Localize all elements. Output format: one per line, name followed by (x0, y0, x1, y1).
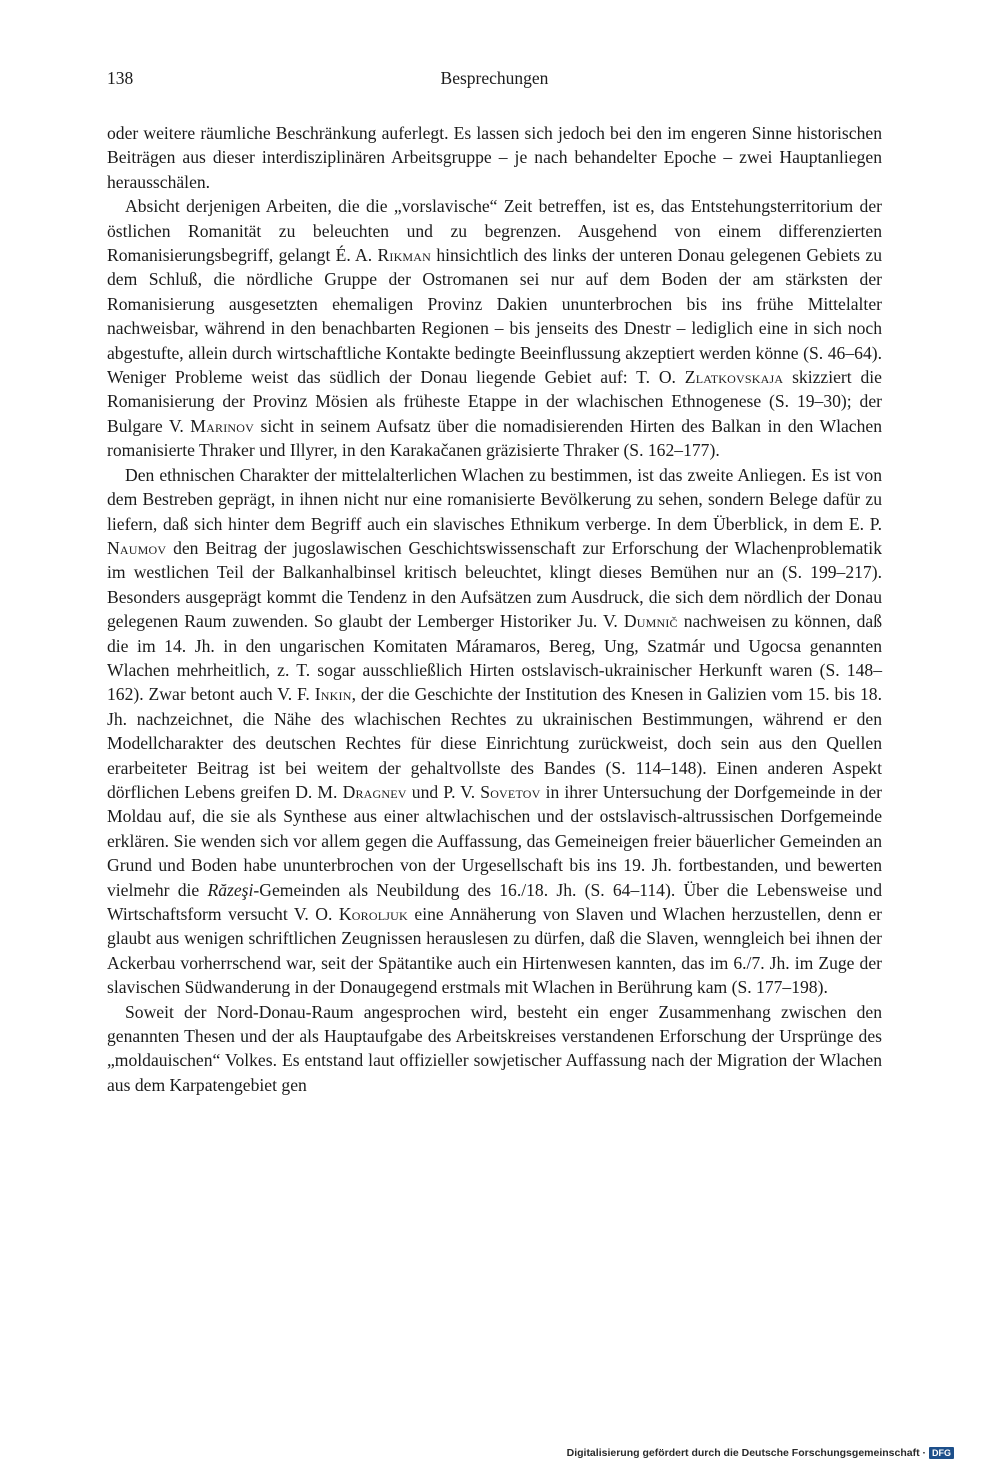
paragraph (107, 194, 882, 462)
running-head: Besprechungen (440, 68, 549, 88)
author-name: Marinov (190, 415, 255, 436)
text-run: , der die Geschichte der Institution des Knesen in Galizien vom 15. bis 18. Jh. nachzeichnet, die Nähe des wlachischen Rechtes zu ukrainischen Bestimmungen, während er den Modellcharakter des deutschen Rechtes für diese Einrichtung zurückweist, doch sein aus den Quellen erarbeiteter Beitrag ist bei weitem der gehaltvollste des Bandes (S. 114–148). Einen anderen Aspekt dörflichen Lebens greifen D. M. (107, 684, 882, 802)
dfg-logo: DFG (929, 1447, 954, 1459)
emphasized-term: Răzeşi (207, 879, 254, 900)
text-run: sicht in seinem Aufsatz über die nomadisierenden Hirten des Balkan in den Wlachen romanisierte Thraker und Illyrer, in den Karakačanen gräzisierte Thraker (S. 162–177). (107, 415, 882, 461)
text-run: in ihrer Untersuchung der Dorfgemeinde in der Moldau auf, die sie als Synthese aus einer altwlachischen und der ostslavisch-altrussischen Dorfgemeinde erklären. Sie wenden sich vor allem gegen die Auffassung, das Gemeineigen freier bäuerlicher Gemeinden an Grund und Boden habe ununterbrochen von der Urgesellschaft bis ins 19. Jh. fortbestanden, und bewerten vielmehr die (107, 781, 883, 900)
text-run: Absicht derjenigen Arbeiten, die die „vorslavische“ Zeit betreffen, ist es, das Entstehungsterritorium der östlichen Romanität zu beleuchten und zu begrenzen. Ausgehend von einem differenzierten Romanisierungsbegriff, gelangt É. A. (107, 196, 882, 266)
author-name: Rikman (377, 245, 432, 266)
text-run: und P. V. (406, 781, 481, 802)
document-page (107, 68, 882, 1097)
text-run: -Gemeinden als Neubildung des 16./18. Jh. (S. 64–114). Über die Lebensweise und Wirtschaftsform versucht V. O. (107, 879, 882, 924)
footer-text: Digitalisierung gefördert durch die Deutsche Forschungsgemeinschaft · (566, 1447, 926, 1459)
text-run: nachweisen zu können, daß die im 14. Jh. in den ungarischen Komitaten Máramaros, Bereg, Ung, Szatmár und Ugocsa genannten Wlachen mehrheitlich, z. T. sogar ausschließlich Hirten ostslavisch-ukrainischer Herkunft waren (S. 148–162). Zwar betont auch V. F. (107, 611, 882, 705)
text-run: skizziert die Romanisierung der Provinz Mösien als früheste Etappe in der wlachischen Ethnogenese (S. 19–30); der Bulgare V. (107, 367, 882, 436)
author-name: Zlatkovskaja (684, 367, 784, 388)
author-name: Sovetov (480, 781, 541, 802)
author-name: Naumov (107, 537, 167, 558)
text-run: Den ethnischen Charakter der mittelalterlichen Wlachen zu bestimmen, ist das zweite Anliegen. Es ist von dem Bestreben geprägt, in ihnen nicht nur eine romanisierte Bevölkerung zu sehen, sondern Belege dafür zu liefern, daß sich hinter dem Begriff auch ein slavisches Ethnikum verberge. In dem Überblick, in dem E. P. (107, 464, 882, 534)
page-number: 138 (107, 68, 134, 88)
paragraph (107, 121, 882, 194)
author-name: Dumnič (623, 611, 678, 632)
author-name: Inkin (314, 684, 352, 705)
text-run: Soweit der Nord-Donau-Raum angesprochen wird, besteht ein enger Zusammenhang zwischen den genannten Thesen und der als Hauptaufgabe des Arbeitskreises verstandenen Erforschung der Ursprünge des „moldauischen“ Volkes. Es entstand laut offizieller sowjetischer Auffassung nach der Migration der Wlachen aus dem Karpatengebiet gen (107, 1001, 882, 1095)
digitization-footer (567, 1447, 954, 1459)
author-name: Dragnev (342, 781, 407, 802)
text-run: eine Annäherung von Slaven und Wlachen herzustellen, denn er glaubt aus wenigen schriftlichen Zeugnissen herauslesen zu dürfen, daß die Slaven, wenngleich bei ihnen der Ackerbau vorherrschend war, seit der Spätantike auch ein Hirtenwesen kannten, das im 6./7. Jh. im Zuge der slavischen Südwanderung in der Donaugegend erstmals mit Wlachen in Berührung kam (S. 177–198). (107, 904, 882, 998)
paragraph (107, 463, 882, 1000)
text-run: oder weitere räumliche Beschränkung auferlegt. Es lassen sich jedoch bei den im engeren Sinne historischen Beiträgen aus dieser interdisziplinären Arbeitsgruppe – je nach behandelter Epoche – zwei Hauptanliegen herausschälen. (107, 123, 882, 192)
body-text (107, 121, 882, 1097)
text-run: den Beitrag der jugoslawischen Geschichtswissenschaft zur Erforschung der Wlachenproblematik im westlichen Teil der Balkanhalbinsel kritisch beleuchtet, klingt dieses Bemühen nur an (S. 199–217). Besonders ausgeprägt kommt die Tendenz in den Aufsätzen zum Ausdruck, die sich dem nördlich der Donau gelegenen Raum zuwenden. So glaubt der Lemberger Historiker Ju. V. (107, 537, 882, 632)
author-name: Koroljuk (338, 904, 408, 924)
text-run: hinsichtlich des links der unteren Donau gelegenen Gebiets zu dem Schluß, die nördliche Gruppe der Ostromanen sei nur auf dem Boden der am stärksten der Romanisierung ausgesetzten ehemaligen Provinz Dakien ununterbrochen bis ins frühe Mittelalter nachweisbar, während in den benachbarten Regionen – bis jenseits des Dnestr – lediglich eine in sich noch abgestufte, allein durch wirtschaftliche Kontakte bedingte Beeinflussung akzeptiert werden könne (S. 46–64). Weniger Probleme weist das südlich der Donau liegende Gebiet auf: T. O. (107, 245, 882, 388)
page-header (107, 68, 882, 100)
paragraph (107, 1000, 882, 1098)
